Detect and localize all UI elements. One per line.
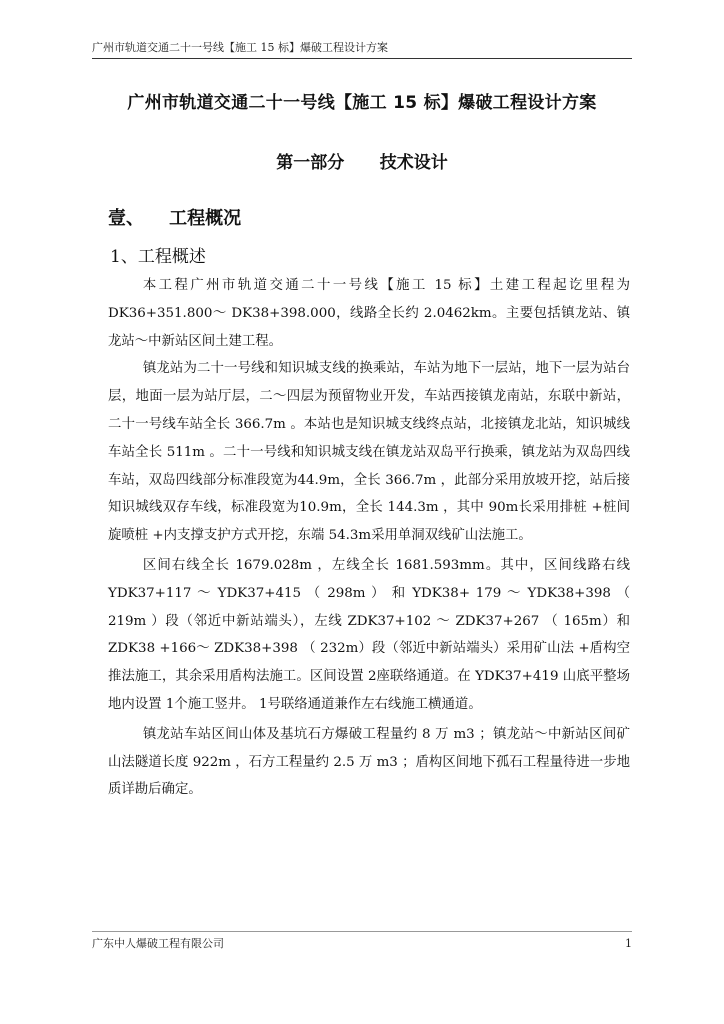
section-heading: 壹、 工程概况 bbox=[108, 208, 242, 229]
document-title: 广州市轨道交通二十一号线【施工 15 标】爆破工程设计方案 bbox=[127, 93, 597, 113]
running-header bbox=[92, 40, 632, 59]
page-number: 1 bbox=[625, 937, 632, 950]
footer-divider bbox=[92, 931, 632, 932]
paragraph-project-scope: 本工程广州市轨道交通二十一号线【施工 15 标】土建工程起讫里程为DK36+351.800～ DK38+398.000，线路全长约 2.0462km。主要包括镇龙站、镇龙站～中新站区间土建工程。 bbox=[108, 278, 630, 349]
document-body bbox=[108, 272, 630, 804]
part-heading: 第一部分 技术设计 bbox=[276, 153, 448, 173]
running-header-title: 广州市轨道交通二十一号线【施工 15 标】爆破工程设计方案 bbox=[92, 41, 388, 54]
footer-company: 广东中人爆破工程有限公司 bbox=[92, 937, 224, 950]
paragraph-zhenlong-station: 镇龙站为二十一号线和知识城支线的换乘站，车站为地下一层站，地下一层为站台层，地面一层为站厅层，二～四层为预留物业开发，车站西接镇龙南站，东联中新站，二十一号线车站全长 366.7m 。本站也是知识城支线终点站，北接镇龙北站，知识城线车站全长 511m 。二十一号线和知识城支线在镇龙站双岛平行换乘，镇龙站为双岛四线车站，双岛四线部分标准段宽为44.9m，全长 366.7m ，此部分采用放坡开挖，站后接知识城线双存车线，标准段宽为10.9m，全长 144.3m ，其中 90m长采用排桩 +桩间旋喷桩 +内支撑支护方式开挖，东端 54.3m采用单洞双线矿山法施工。 bbox=[108, 361, 630, 544]
subsection-heading: 1、工程概述 bbox=[110, 247, 206, 267]
page-footer bbox=[92, 936, 632, 952]
paragraph-blasting-quantity: 镇龙站车站区间山体及基坑石方爆破工程量约 8 万 m3 ；镇龙站～中新站区间矿山法隧道长度 922m ，石方工程量约 2.5 万 m3 ；盾构区间地下孤石工程量待进一步地质详勘后确定。 bbox=[108, 726, 630, 798]
paragraph-section-tunnel: 区间右线全长 1679.028m ，左线全长 1681.593mm。其中，区间线路右线 YDK37+117 ～ YDK37+415 （ 298m ） 和 YDK38+ 179 ～ YDK38+398 （ 219m ）段（邻近中新站端头），左线 ZDK37+102 ～ ZDK37+267 （ 165m）和 ZDK38 +166～ ZDK38+398 （ 232m）段（邻近中新站端头）采用矿山法 +盾构空推法施工，其余采用盾构法施工。区间设置 2座联络通道。在 YDK37+419 山底平整场地内设置 1个施工竖井。 1号联络通道兼作左右线施工横通道。 bbox=[108, 557, 630, 712]
